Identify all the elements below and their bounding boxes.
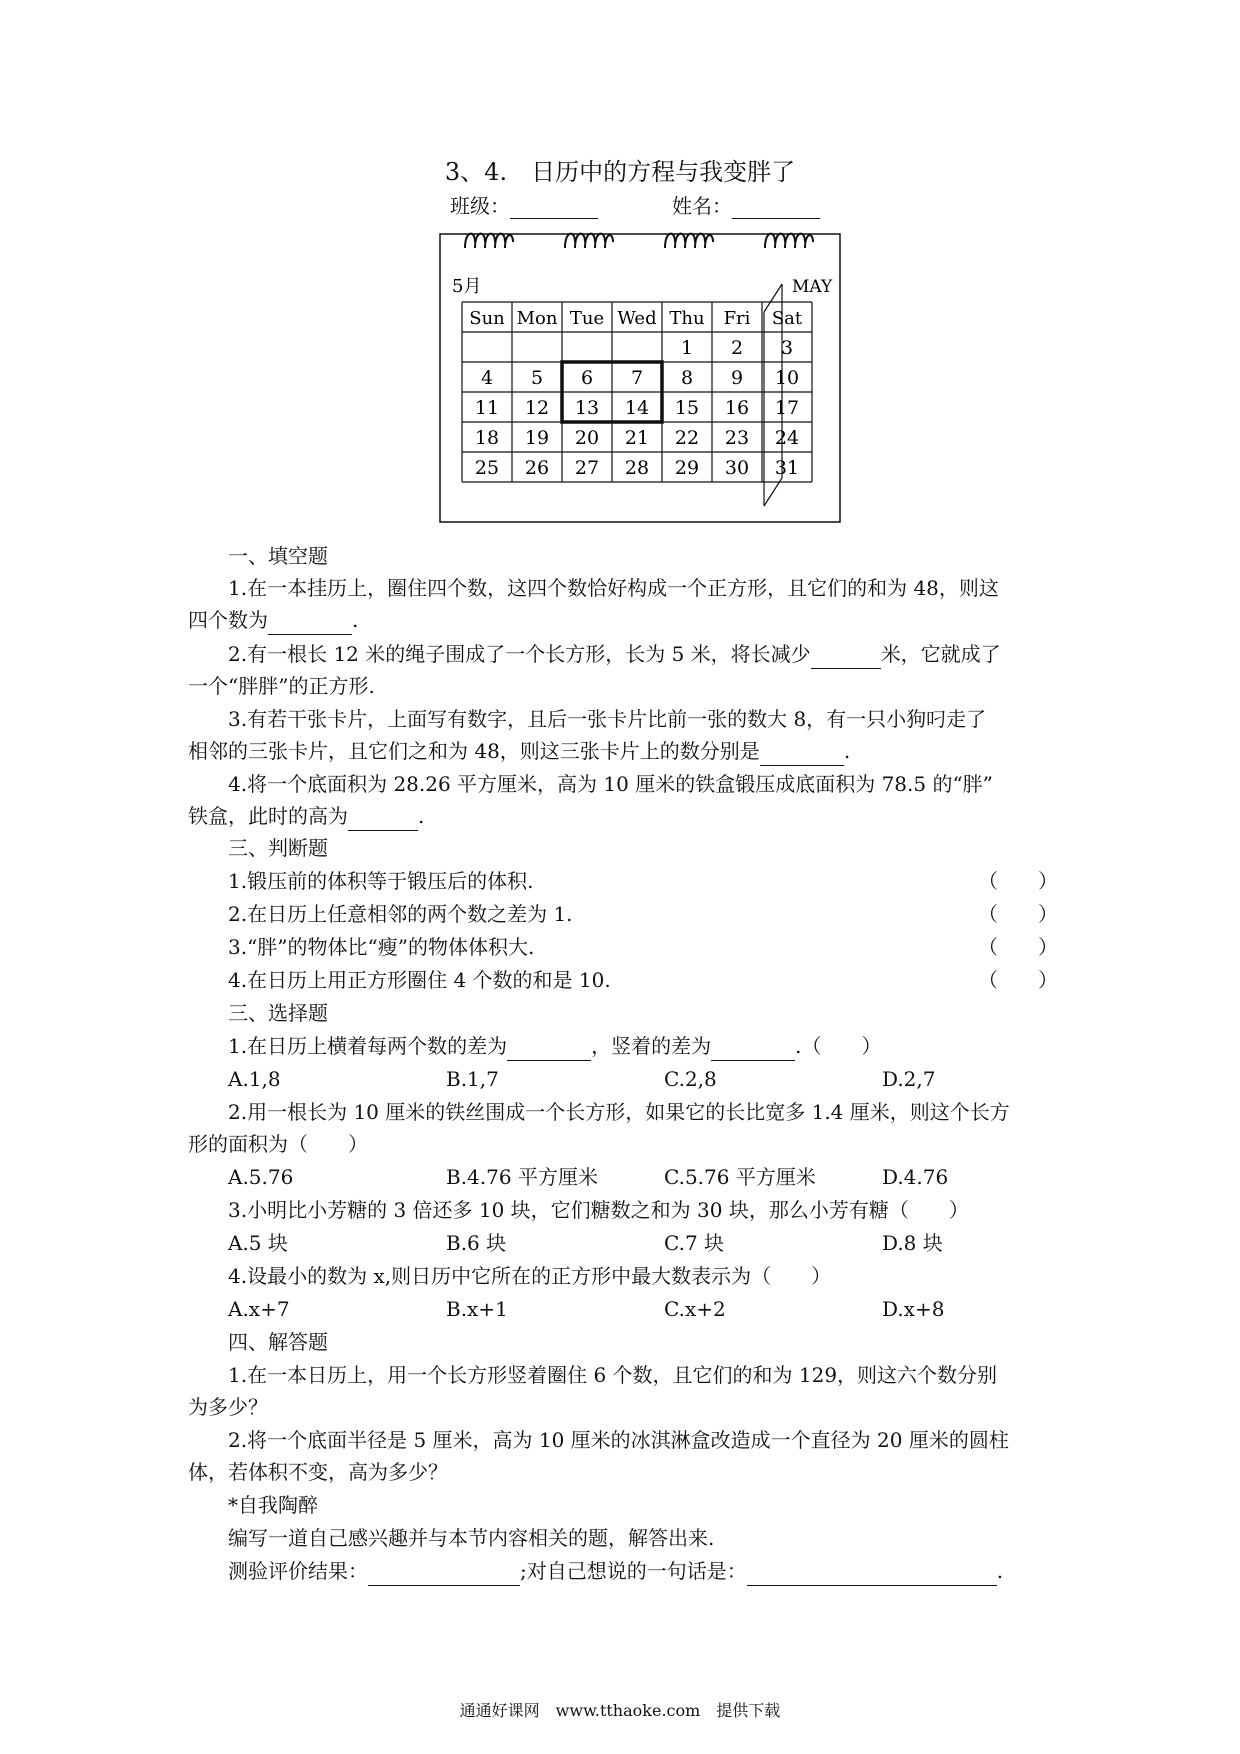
name-field [672,190,820,219]
calendar-grid [462,302,812,482]
fill-q4-text: 铁盒，此时的高为 [188,804,348,828]
answer-q1-line2: 为多少？ [188,1395,268,1419]
name-label: 姓名： [672,194,732,218]
choice-q1 [228,1031,881,1061]
date-cell: 31 [774,457,800,479]
choice-q1-blank-1 [507,1040,591,1061]
calendar-figure [430,222,850,532]
choice-q4-option-c: C.x+2 [664,1297,726,1321]
fill-q2-text: 2.有一根长 12 米的绳子围成了一个长方形，长为 5 米，将长减少 [228,642,811,666]
date-cell: 21 [624,427,650,449]
date-cell: 13 [574,397,600,419]
date-cell: 30 [724,457,750,479]
date-cell: 14 [624,397,650,419]
date-cell: 1 [680,337,694,359]
page-title: 3、4. 日历中的方程与我变胖了 [444,158,796,186]
month-cn-label: 5月 [452,276,482,297]
choice-q3-option-c: C.7 块 [664,1231,725,1255]
judge-bracket-2: （ ） [978,902,1058,926]
answer-q1-line1: 1.在一本日历上，用一个长方形竖着圈住 6 个数，且它们的和为 129，则这六个数分别 [228,1363,998,1387]
fill-q4-line2: 铁盒，此时的高为 . [188,801,424,831]
date-cell: 23 [724,427,750,449]
choice-q3-option-d: D.8 块 [882,1231,943,1255]
date-cell: 12 [524,397,550,419]
self-enjoy-text: 编写一道自己感兴趣并与本节内容相关的题，解答出来. [228,1526,715,1550]
date-cell: 26 [524,457,550,479]
date-cell: 2 [730,337,744,359]
section-fill-heading: 一、填空题 [228,544,328,568]
evaluation-end: . [996,1559,1004,1583]
footer-credit: 通通好课网 www.tthaoke.com 提供下载 [459,1701,781,1720]
date-cell: 4 [480,367,494,389]
section-judge-heading: 三、判断题 [228,836,328,860]
fill-q3-line2: 相邻的三张卡片，且它们之和为 48，则这三张卡片上的数分别是 . [188,736,850,766]
fill-q1-line1: 1.在一本挂历上，圈住四个数，这四个数恰好构成一个正方形，且它们的和为 48，则这 [228,576,999,600]
name-blank [732,198,820,219]
self-enjoy-heading: *自我陶醉 [228,1493,318,1517]
date-cell: 20 [574,427,600,449]
date-cell: 24 [774,427,800,449]
date-cell: 8 [680,367,694,389]
choice-q1-option-d: D.2,7 [882,1067,936,1091]
choice-q3-option-b: B.6 块 [446,1231,507,1255]
fill-q2-text-end: 米，它就成了 [880,642,1001,666]
choice-q2-option-d: D.4.76 [882,1165,949,1189]
month-en-label: MAY [792,277,833,297]
day-header: Mon [516,308,558,329]
choice-q2-line2: 形的面积为（ ） [188,1132,368,1156]
judge-bracket-3: （ ） [978,935,1058,959]
choice-q2-option-b: B.4.76 平方厘米 [446,1165,598,1189]
day-header: Tue [569,308,605,329]
choice-q4-option-b: B.x+1 [446,1297,508,1321]
day-header: Sun [469,308,505,329]
date-cell: 16 [724,397,750,419]
fill-q3-text: 相邻的三张卡片，且它们之和为 48，则这三张卡片上的数分别是 [188,739,760,763]
judge-bracket-4: （ ） [978,968,1058,992]
choice-q2-option-a: A.5.76 [228,1165,294,1189]
self-note-blank [747,1565,997,1586]
judge-item-3: 3.“胖”的物体比“瘦”的物体体积大. [228,935,535,959]
class-field [450,190,598,219]
answer-q2-line2: 体，若体积不变，高为多少？ [188,1460,448,1484]
date-cell: 28 [624,457,650,479]
choice-q1-option-c: C.2,8 [664,1067,717,1091]
fill-q1-blank [268,614,352,635]
choice-q1-text-c: .（ ） [795,1034,882,1058]
evaluation-blank [368,1565,520,1586]
fill-q2-line2: 一个“胖胖”的正方形. [188,674,375,698]
day-header: Thu [669,308,705,329]
answer-q2-line1: 2.将一个底面半径是 5 厘米，高为 10 厘米的冰淇淋盒改造成一个直径为 20 厘米的圆柱 [228,1428,1009,1452]
choice-q1-text-b: ，竖着的差为 [591,1034,712,1058]
date-cell: 5 [530,367,544,389]
date-cell: 29 [674,457,700,479]
choice-q3: 3.小明比小芳糖的 3 倍还多 10 块，它们糖数之和为 30 块，那么小芳有糖（ ） [228,1198,969,1222]
judge-item-1: 1.锻压前的体积等于锻压后的体积. [228,869,534,893]
class-label: 班级： [450,194,510,218]
date-cell: 18 [474,427,500,449]
evaluation-label: 测验评价结果： [228,1559,368,1583]
judge-item-2: 2.在日历上任意相邻的两个数之差为 1. [228,902,573,926]
date-cell: 25 [474,457,500,479]
date-cell: 15 [674,397,700,419]
date-cell: 11 [474,397,500,419]
choice-q3-option-a: A.5 块 [228,1231,288,1255]
date-cell: 7 [630,367,644,389]
class-blank [510,198,598,219]
date-cell: 9 [730,367,744,389]
day-header: Wed [617,308,657,329]
date-cell: 6 [580,367,594,389]
fill-q2-blank [811,648,881,669]
choice-q4-option-d: D.x+8 [882,1297,945,1321]
choice-q4-option-a: A.x+7 [228,1297,290,1321]
date-cell: 3 [780,337,794,359]
self-note-label: ;对自己想说的一句话是： [520,1559,747,1583]
fill-q3-line1: 3.有若干张卡片，上面写有数字，且后一张卡片比前一张的数大 8，有一只小狗叼走了 [228,707,987,731]
choice-q4: 4.设最小的数为 x,则日历中它所在的正方形中最大数表示为（ ） [228,1264,832,1288]
day-header: Fri [723,308,751,329]
fill-q2-line1 [228,639,1001,669]
choice-q1-text-a: 1.在日历上横着每两个数的差为 [228,1034,508,1058]
judge-item-4: 4.在日历上用正方形圈住 4 个数的和是 10. [228,968,611,992]
choice-q2-option-c: C.5.76 平方厘米 [664,1165,816,1189]
fill-q1-line2: 四个数为 . [188,605,358,635]
judge-bracket-1: （ ） [978,869,1058,893]
choice-q1-option-b: B.1,7 [446,1067,499,1091]
choice-q1-blank-2 [711,1040,795,1061]
fill-q4-blank [348,810,418,831]
choice-q1-option-a: A.1,8 [228,1067,281,1091]
date-cell: 22 [674,427,700,449]
fill-q3-blank [760,745,844,766]
date-cell: 27 [574,457,600,479]
section-answer-heading: 四、解答题 [228,1330,328,1354]
fill-q4-line1: 4.将一个底面积为 28.26 平方厘米，高为 10 厘米的铁盒锻压成底面积为 78.5 的“胖” [228,772,993,796]
section-choice-heading: 三、选择题 [228,1001,328,1025]
ring-binding-icon [465,234,813,248]
date-cell: 17 [774,397,800,419]
evaluation-line [228,1556,1003,1586]
choice-q2-line1: 2.用一根长为 10 厘米的铁丝围成一个长方形，如果它的长比宽多 1.4 厘米，则这个长方 [228,1100,1010,1124]
fill-q1-text: 四个数为 [188,608,268,632]
date-cell: 19 [524,427,550,449]
day-header: Sat [771,308,803,329]
date-cell: 10 [774,367,800,389]
